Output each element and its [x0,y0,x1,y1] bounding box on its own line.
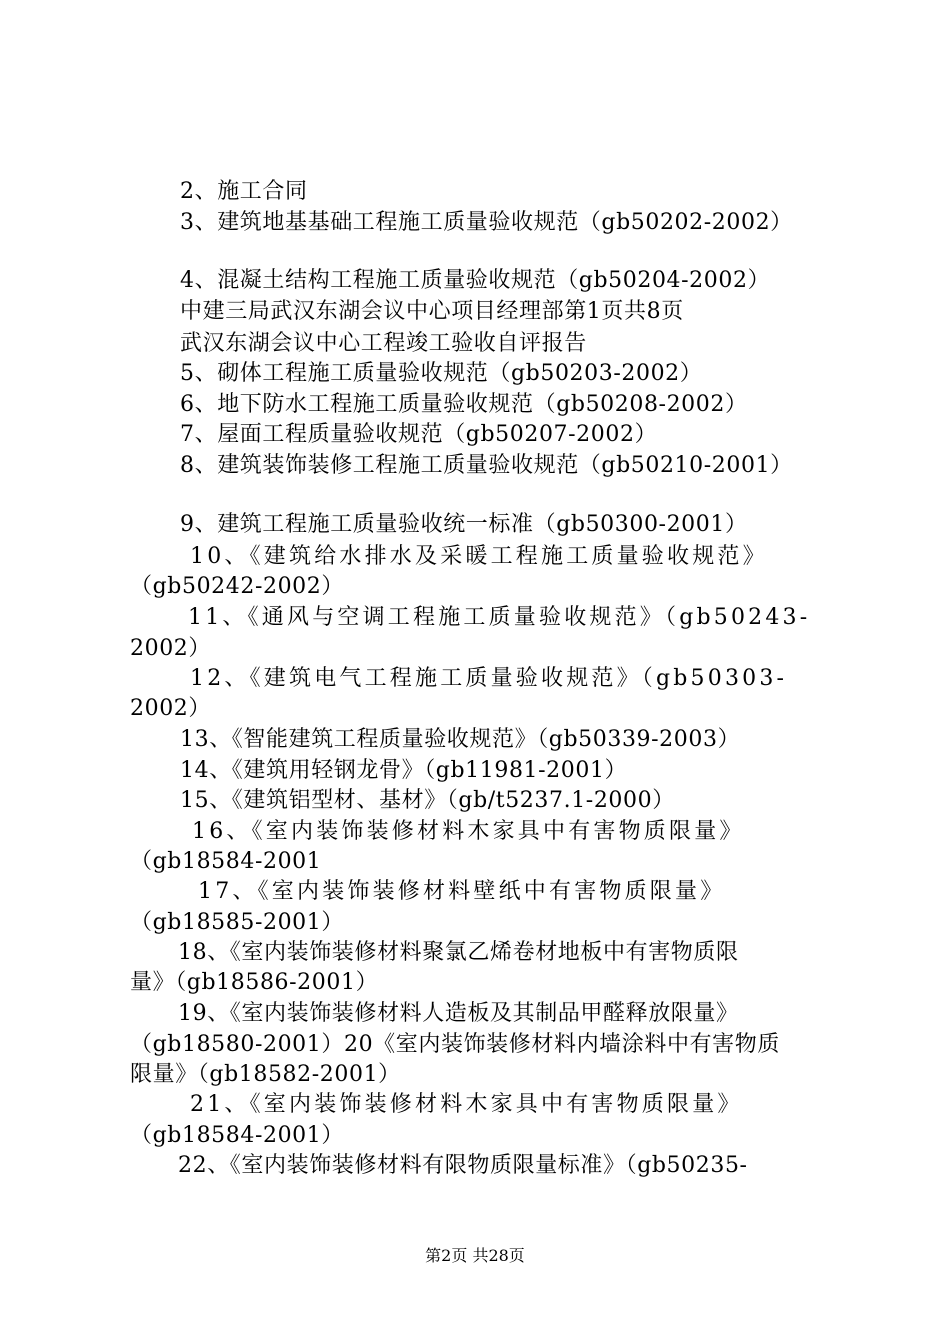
text-line: 15、《建筑铝型材、基材》（gb/t5237.1-2000） [180,788,675,813]
text-line: 量》（gb18586-2001） [130,970,379,995]
text-line: 14、《建筑用轻钢龙骨》（gb11981-2001） [180,758,628,783]
text-line: 限量》（gb18582-2001） [130,1062,401,1087]
text-line: 21、《室内装饰装修材料木家具中有害物质限量》 [190,1092,743,1117]
text-line: 18、《室内装饰装修材料聚氯乙烯卷材地板中有害物质限 [178,940,739,965]
text-line: 6、地下防水工程施工质量验收规范（gb50208-2002） [180,392,748,417]
text-line: 22、《室内装饰装修材料有限物质限量标准》（gb50235- [178,1153,748,1178]
text-line: 9、建筑工程施工质量验收统一标准（gb50300-2001） [180,512,748,537]
text-line: 武汉东湖会议中心工程竣工验收自评报告 [180,331,587,356]
text-line: 16、《室内装饰装修材料木家具中有害物质限量》 [192,819,745,844]
text-line: 7、屋面工程质量验收规范（gb50207-2002） [180,422,658,447]
text-line: 12、《建筑电气工程施工质量验收规范》（gb50303- [190,666,788,691]
text-line: 5、砌体工程施工质量验收规范（gb50203-2002） [180,361,703,386]
text-line: 17、《室内装饰装修材料壁纸中有害物质限量》 [198,879,726,904]
page-footer: 第2页 共28页 [425,1246,525,1265]
text-line: 3、建筑地基基础工程施工质量验收规范（gb50202-2002） [180,210,793,235]
text-line: 10、《建筑给水排水及采暖工程施工质量验收规范》 [190,544,768,569]
text-line: （gb18585-2001） [130,910,344,935]
text-line: 2002） [130,696,211,721]
text-line: 2、施工合同 [180,179,308,204]
text-line: 2002） [130,636,211,661]
text-line: （gb18584-2001 [130,849,322,874]
text-line: 4、混凝土结构工程施工质量验收规范（gb50204-2002） [180,268,771,293]
text-line: （gb18580-2001）20《室内装饰装修材料内墙涂料中有害物质 [130,1032,780,1057]
text-line: 11、《通风与空调工程施工质量验收规范》（gb50243- [188,605,811,630]
text-line: 中建三局武汉东湖会议中心项目经理部第1页共8页 [180,299,684,324]
text-line: 8、建筑装饰装修工程施工质量验收规范（gb50210-2001） [180,453,793,478]
text-line: （gb50242-2002） [130,574,344,599]
text-line: 19、《室内装饰装修材料人造板及其制品甲醛释放限量》 [178,1001,739,1026]
text-line: 13、《智能建筑工程质量验收规范》（gb50339-2003） [180,727,741,752]
text-line: （gb18584-2001） [130,1123,344,1148]
